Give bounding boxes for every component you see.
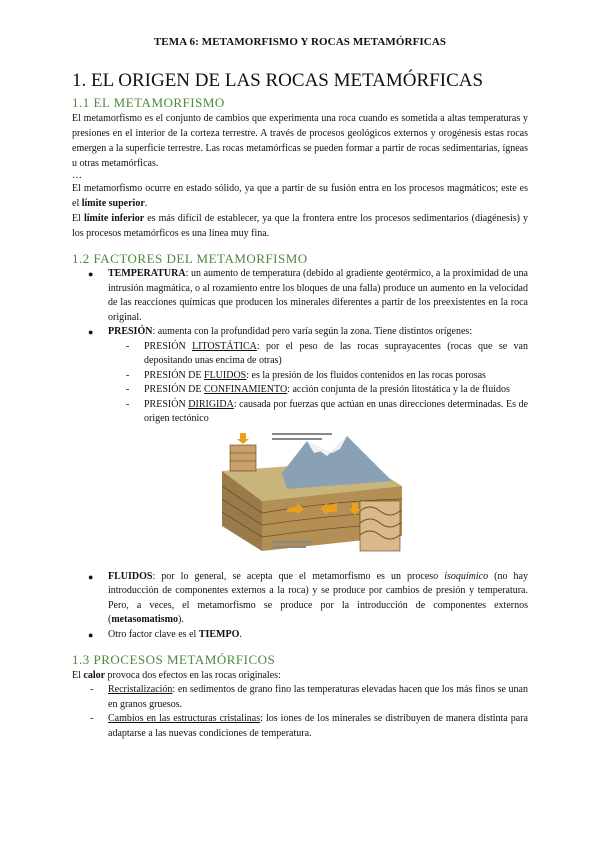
ellipsis: … — [72, 170, 82, 181]
subsection-1-3-heading: 1.3 PROCESOS METAMÓRFICOS — [72, 652, 276, 667]
list-item-tiempo: ● Otro factor clave es el TIEMPO. — [88, 628, 242, 640]
document-content — [72, 70, 528, 741]
list-item: - Cambios en las estructuras cristalinas: los iones de los minerales se distribuyen de manera distinta para adaptarse a las nuevas condiciones de temperatura. — [90, 713, 528, 739]
factors-list-continued — [72, 570, 528, 643]
list-item: - PRESIÓN DE CONFINAMIENTO: acción conjunta de la presión litostática y la de fluidos — [126, 384, 510, 395]
subsection-1-2-heading: 1.2 FACTORES DEL METAMORFISMO — [72, 251, 308, 266]
list-item-presion: ● PRESIÓN: aumenta con la profundidad pero varía según la zona. Tiene distintos orígenes: — [88, 326, 473, 337]
list-item: - PRESIÓN DE FLUIDOS: es la presión de los fluidos contenidos en las rocas porosas — [126, 369, 486, 381]
paragraph-calor-intro: El calor provoca dos efectos en las rocas originales: — [72, 670, 281, 681]
sample-cube-left — [230, 445, 256, 471]
document-title: TEMA 6: METAMORFISMO Y ROCAS METAMÓRFICAS — [153, 36, 447, 48]
pressure-types-list — [72, 340, 528, 427]
mountains — [282, 436, 392, 489]
paragraph-limite-superior: El metamorfismo ocurre en estado sólido, ya que a partir de su fusión entra en los procesos magmáticos; este es el límite superior. — [72, 183, 528, 209]
paragraph-metamorfismo-definition: El metamorfismo es el conjunto de cambios que experimenta una roca cuando es sometida a altas temperaturas y presiones en el interior de la corteza terrestre. A través de procesos geológicos externos y orogénesis estas rocas emergen a la superficie terrestre. Las rocas metamórficas se pueden formar a partir de rocas sedimentarias, ígneas u otras metamórficas. — [72, 113, 528, 169]
factors-list — [72, 267, 528, 340]
section-1-heading: 1. EL ORIGEN DE LAS ROCAS METAMÓRFICAS — [72, 70, 484, 91]
paragraph-limite-inferior: El límite inferior es más difícil de establecer, ya que la frontera entre los procesos sedimentarios (diagénesis) y los procesos metamórficos es una línea muy fina. — [72, 213, 528, 239]
list-item-temperatura: ● TEMPERATURA: un aumento de temperatura (debido al gradiente geotérmico, a la proximidad de una intrusión magmática, o al rozamiento entre los bloques de una falla) produce un aumento en la velocidad de las reacciones químicas que producen los minerales diferentes a partir de los preexistentes en la roca original. — [88, 268, 528, 323]
list-item: - PRESIÓN LITOSTÁTICA: por el peso de las rocas suprayacentes (rocas que se van depositando unas encima de otras) — [126, 340, 528, 366]
list-item: - Recristalización: en sedimentos de grano fino las temperaturas elevadas hacen que los más finos se unan en granos gruesos. — [90, 684, 528, 710]
list-item: - PRESIÓN DIRIGIDA: causada por fuerzas que actúan en unas direcciones determinadas. Es de origen tectónico — [126, 398, 528, 424]
pressure-block-diagram-image — [212, 431, 412, 561]
list-item-fluidos: ● FLUIDOS: por lo general, se acepta que el metamorfismo es un proceso isoquímico (no hay introducción de componentes externos a la roca) y se produce por cambios de presión y temperatura. Pero, a veces, el metamorfismo se produce por la introducción de componentes externos (metasomatismo). — [88, 570, 528, 625]
subsection-1-1-heading: 1.1 EL METAMORFISMO — [72, 95, 225, 110]
processes-list — [72, 683, 528, 741]
